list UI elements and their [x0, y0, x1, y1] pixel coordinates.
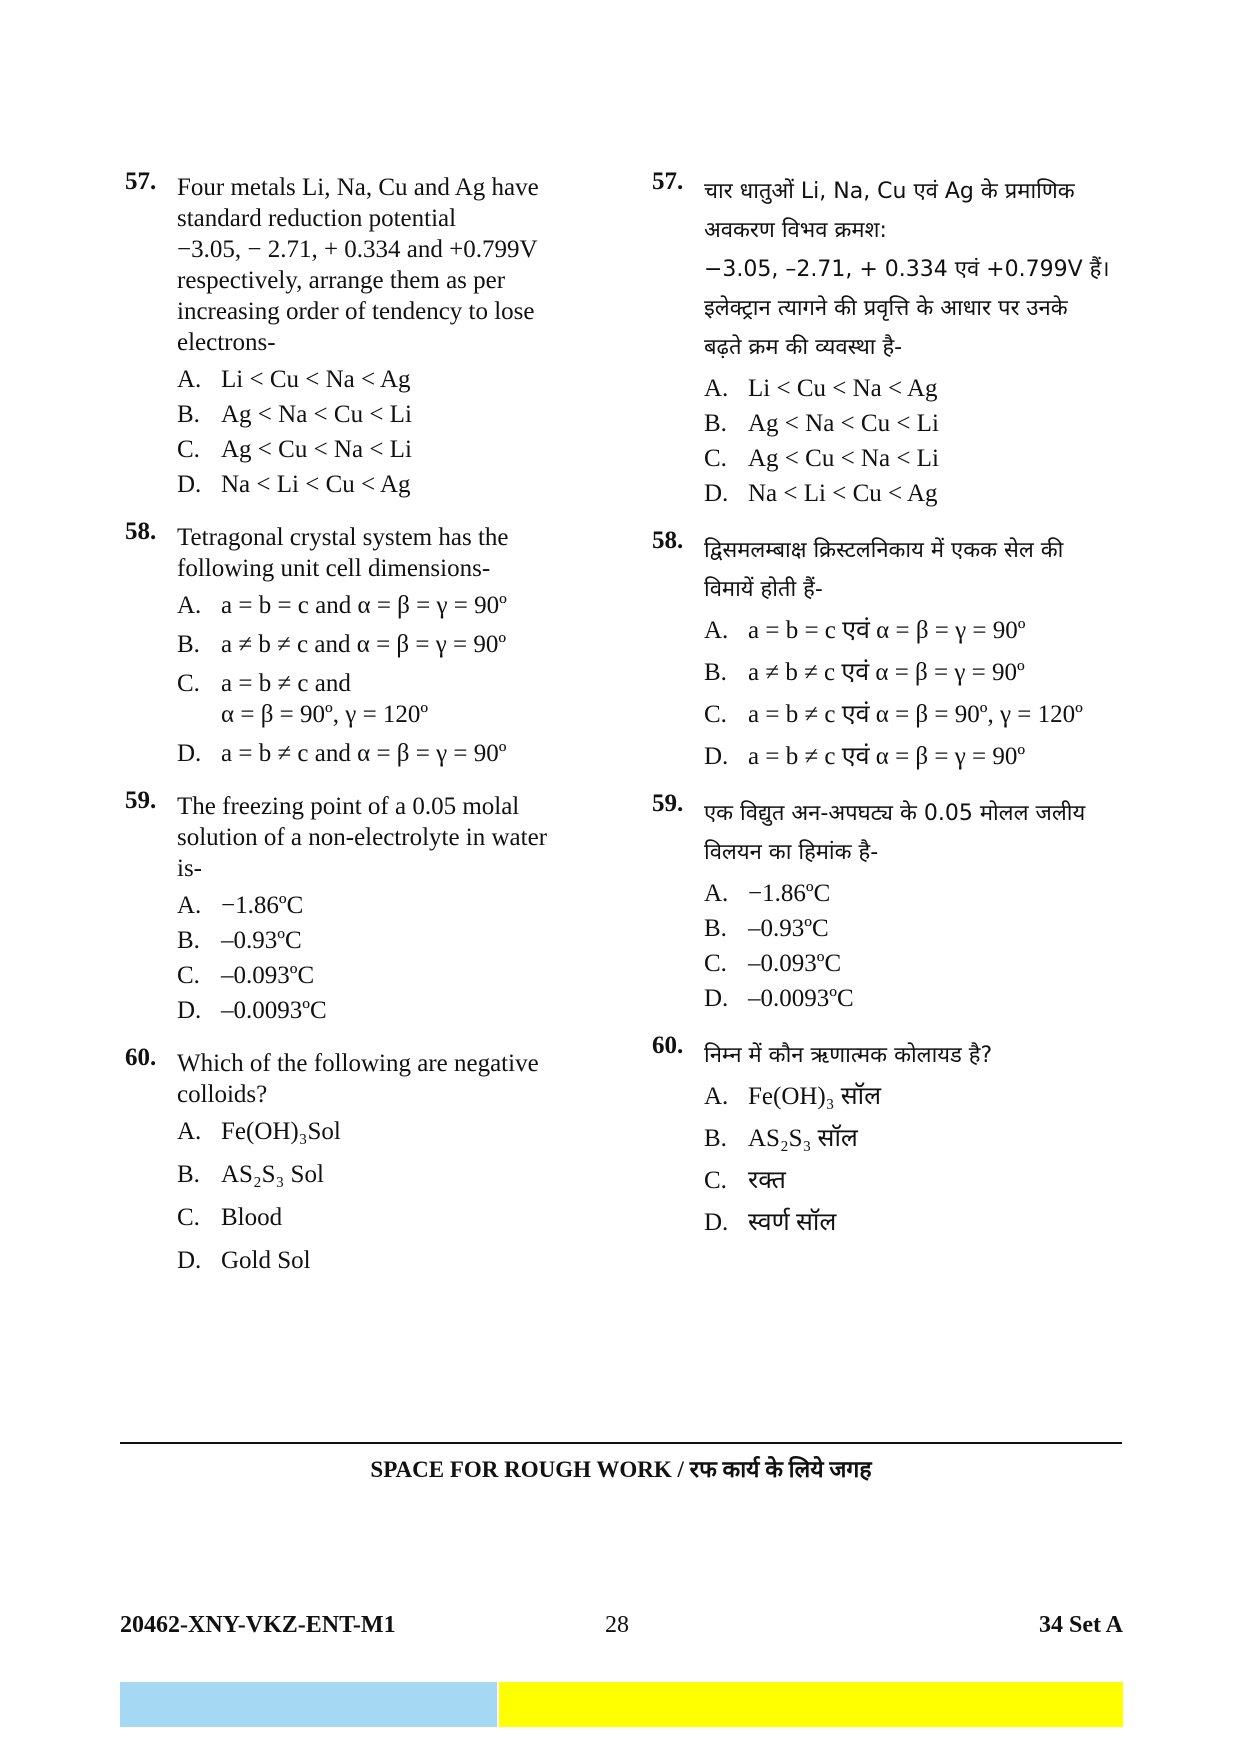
options-list [177, 1116, 595, 1276]
option-d [704, 478, 1122, 509]
question-60 [652, 1032, 1122, 1238]
option-text: a ≠ b ≠ c एवं α = β = γ = 90º [748, 659, 1025, 686]
question-line: अवकरण विभव क्रमश: [704, 218, 887, 243]
option-c [704, 699, 1122, 730]
question-line: increasing order of tendency to lose [177, 298, 535, 325]
question-line: standard reduction potential [177, 205, 457, 232]
options-list [704, 878, 1122, 1014]
option-text: –0.093ºC [221, 962, 315, 989]
option-text: a = b ≠ c एवं α = β = 90º, γ = 120º [748, 701, 1083, 728]
question-line: electrons- [177, 329, 276, 356]
options-list [177, 590, 595, 769]
option-b [704, 408, 1122, 439]
option-c [177, 960, 595, 991]
option-text: AS₂S₃ Sol [221, 1161, 324, 1188]
hindi-column [652, 168, 1122, 1249]
option-text: −1.86ºC [748, 880, 831, 907]
question-line: निम्न में कौन ऋणात्मक कोलायड है? [704, 1043, 993, 1068]
option-label: B. [177, 401, 200, 428]
question-text [704, 531, 1122, 609]
option-label: A. [704, 617, 729, 644]
option-label: B. [704, 410, 727, 437]
option-text: AS₂S₃ सॉल [748, 1125, 858, 1152]
option-text: a = b = c and α = β = γ = 90º [221, 592, 507, 619]
option-text: Fe(OH)₃Sol [221, 1118, 341, 1145]
question-line: विलयन का हिमांक है- [704, 840, 879, 865]
question-57 [125, 168, 595, 500]
option-label: C. [177, 436, 200, 463]
option-text: Li < Cu < Na < Ag [221, 366, 411, 393]
question-60 [125, 1044, 595, 1276]
option-text: –0.93ºC [748, 915, 829, 942]
question-number: 59. [125, 787, 157, 814]
page-number: 28 [605, 1612, 629, 1638]
option-a [704, 373, 1122, 404]
footer-divider [120, 1442, 1122, 1444]
question-line: Four metals Li, Na, Cu and Ag have [177, 174, 539, 201]
question-line: Tetragonal crystal system has the [177, 524, 509, 551]
rough-work-label: SPACE FOR ROUGH WORK / रफ कार्य के लिये जगह [370, 1457, 872, 1482]
option-text: स्वर्ण सॉल [748, 1209, 837, 1236]
question-line: इलेक्ट्रान त्यागने की प्रवृत्ति के आधार पर उनके [704, 296, 1068, 321]
question-text [177, 172, 595, 358]
option-b [177, 629, 595, 660]
option-text: –0.093ºC [748, 950, 842, 977]
option-c [177, 1202, 595, 1233]
question-number: 57. [652, 168, 684, 195]
option-b [704, 913, 1122, 944]
option-text: Ag < Cu < Na < Li [221, 436, 412, 463]
option-label: D. [177, 1247, 202, 1274]
option-b [177, 1159, 595, 1190]
question-number: 60. [125, 1044, 157, 1071]
option-label: A. [177, 1118, 202, 1145]
question-58 [652, 527, 1122, 772]
option-label: D. [704, 985, 729, 1012]
footer-bar-yellow [499, 1682, 1123, 1727]
option-c [177, 668, 595, 730]
question-text [704, 794, 1122, 872]
option-a [177, 364, 595, 395]
option-text: Na < Li < Cu < Ag [221, 471, 411, 498]
option-d [704, 1207, 1122, 1238]
option-b [177, 399, 595, 430]
option-b [177, 925, 595, 956]
question-number: 58. [652, 527, 684, 554]
option-label: A. [704, 880, 729, 907]
question-number: 59. [652, 790, 684, 817]
question-line: The freezing point of a 0.05 molal [177, 793, 520, 820]
question-text [177, 791, 595, 884]
question-line: Which of the following are negative [177, 1050, 539, 1077]
option-label: D. [704, 1209, 729, 1236]
option-label: A. [177, 592, 202, 619]
option-label: A. [704, 1083, 729, 1110]
option-label: C. [177, 1204, 200, 1231]
question-line: एक विद्युत अन-अपघट्य के 0.05 मोलल जलीय [704, 801, 1086, 826]
option-label: D. [177, 471, 202, 498]
question-line: विमायें होती हैं- [704, 577, 823, 602]
option-b [704, 1123, 1122, 1154]
option-text: Ag < Na < Cu < Li [221, 401, 412, 428]
option-c [704, 1165, 1122, 1196]
option-label: A. [177, 892, 202, 919]
question-59 [652, 790, 1122, 1014]
option-text: Ag < Cu < Na < Li [748, 445, 939, 472]
option-label: D. [704, 743, 729, 770]
option-d [177, 738, 595, 769]
question-number: 58. [125, 518, 157, 545]
option-text: रक्त [748, 1167, 786, 1194]
paper-code: 20462-XNY-VKZ-ENT-M1 [120, 1612, 396, 1638]
question-text [704, 1036, 1122, 1075]
option-text: Ag < Na < Cu < Li [748, 410, 939, 437]
question-text [177, 522, 595, 584]
options-list [704, 373, 1122, 509]
option-d [177, 995, 595, 1026]
option-a [704, 878, 1122, 909]
option-label: A. [704, 375, 729, 402]
option-text: Blood [221, 1204, 283, 1231]
question-line: respectively, arrange them as per [177, 267, 506, 294]
option-text: Gold Sol [221, 1247, 311, 1274]
options-list [177, 890, 595, 1026]
footer-bar-blue [120, 1682, 497, 1727]
option-text: a = b = c एवं α = β = γ = 90º [748, 617, 1026, 644]
question-line: द्विसमलम्बाक्ष क्रिस्टलनिकाय में एकक सेल की [704, 538, 1064, 563]
option-text: a = b ≠ c एवं α = β = γ = 90º [748, 743, 1026, 770]
option-text: –0.0093ºC [221, 997, 327, 1024]
option-label: B. [177, 1161, 200, 1188]
question-line: −3.05, − 2.71, + 0.334 and +0.799V [177, 236, 538, 263]
option-a [177, 1116, 595, 1147]
option-label: A. [177, 366, 202, 393]
option-c [177, 434, 595, 465]
question-text [177, 1048, 595, 1110]
option-text: Fe(OH)₃ सॉल [748, 1083, 882, 1110]
option-a [177, 890, 595, 921]
question-line: is- [177, 855, 202, 882]
question-line: बढ़ते क्रम की व्यवस्था है- [704, 335, 903, 360]
question-line: colloids? [177, 1081, 268, 1108]
question-text [704, 172, 1122, 367]
option-d [704, 741, 1122, 772]
question-57 [652, 168, 1122, 509]
option-c [704, 443, 1122, 474]
question-line: following unit cell dimensions- [177, 555, 491, 582]
question-59 [125, 787, 595, 1026]
option-label: D. [704, 480, 729, 507]
option-a [704, 615, 1122, 646]
option-a [177, 590, 595, 621]
option-label: C. [704, 701, 727, 728]
option-label: B. [177, 631, 200, 658]
option-d [177, 1245, 595, 1276]
question-line: solution of a non-electrolyte in water [177, 824, 548, 851]
option-label: B. [704, 1125, 727, 1152]
option-text: –0.0093ºC [748, 985, 854, 1012]
option-text: Na < Li < Cu < Ag [748, 480, 938, 507]
option-text: Li < Cu < Na < Ag [748, 375, 938, 402]
option-label: C. [704, 445, 727, 472]
option-label: D. [177, 740, 202, 767]
question-line: −3.05, –2.71, + 0.334 एवं +0.799V हैं। [704, 257, 1110, 282]
question-number: 57. [125, 168, 157, 195]
option-d [177, 469, 595, 500]
option-b [704, 657, 1122, 688]
question-number: 60. [652, 1032, 684, 1059]
option-label: D. [177, 997, 202, 1024]
set-label: 34 Set A [1039, 1612, 1123, 1638]
option-label: B. [704, 659, 727, 686]
options-list [177, 364, 595, 500]
option-label: C. [177, 670, 200, 697]
option-text: −1.86ºC [221, 892, 304, 919]
options-list [704, 1081, 1122, 1238]
options-list [704, 615, 1122, 772]
option-label: B. [704, 915, 727, 942]
english-column [125, 168, 595, 1288]
option-c [704, 948, 1122, 979]
option-label: C. [177, 962, 200, 989]
option-text: a = b ≠ c and α = β = γ = 90º [221, 740, 507, 767]
question-58 [125, 518, 595, 769]
option-label: C. [704, 1167, 727, 1194]
option-text: a = b ≠ c and α = β = 90º, γ = 120º [221, 670, 429, 728]
option-text: –0.93ºC [221, 927, 302, 954]
option-label: B. [177, 927, 200, 954]
question-line: चार धातुओं Li, Na, Cu एवं Ag के प्रमाणिक [704, 179, 1075, 204]
option-text: a ≠ b ≠ c and α = β = γ = 90º [221, 631, 507, 658]
option-label: C. [704, 950, 727, 977]
option-a [704, 1081, 1122, 1112]
option-d [704, 983, 1122, 1014]
